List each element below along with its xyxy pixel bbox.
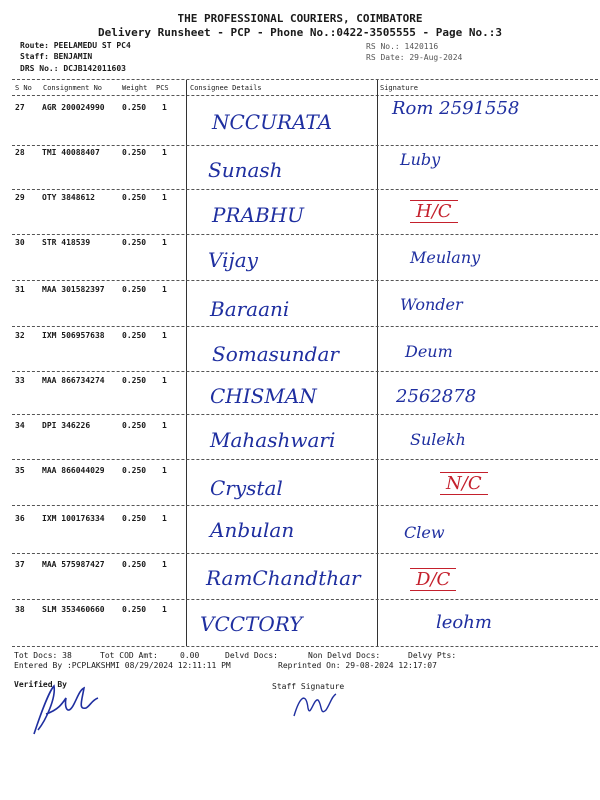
row-pcs: 1 xyxy=(162,331,167,340)
route-label: Route: PEELAMEDU ST PC4 xyxy=(20,41,131,50)
row-divider xyxy=(12,553,598,554)
row-consignment: MAA 866044029 xyxy=(42,466,105,475)
staff-signature-label: Staff Signature xyxy=(272,682,345,691)
row-sno: 34 xyxy=(15,421,25,430)
col-signature: Signature xyxy=(380,84,418,92)
row-consignment: AGR 200024990 xyxy=(42,103,105,112)
drs-number: DRS No.: DCJB142011603 xyxy=(20,64,126,73)
row-consignment: MAA 301582397 xyxy=(42,285,105,294)
verifier-signature xyxy=(28,680,108,740)
signature-handwriting: Clew xyxy=(404,523,445,542)
row-weight: 0.250 xyxy=(122,376,147,385)
reprinted-on: Reprinted On: 29-08-2024 12:17:07 xyxy=(278,661,437,670)
row-sno: 37 xyxy=(15,560,25,569)
row-consignment: SLM 353460660 xyxy=(42,605,105,614)
row-consignment: TMI 40088407 xyxy=(42,148,100,157)
signature-handwriting: 2562878 xyxy=(396,386,477,407)
row-pcs: 1 xyxy=(162,421,167,430)
total-cod-amount: 0.00 xyxy=(180,651,200,660)
row-sno: 32 xyxy=(15,331,25,340)
column-divider xyxy=(186,80,187,646)
consignee-handwriting: PRABHU xyxy=(212,203,304,227)
verified-by-label: Verified By xyxy=(14,680,67,689)
table-bottom-rule xyxy=(12,646,598,647)
row-pcs: 1 xyxy=(162,238,167,247)
delivery-status-stamp: H/C xyxy=(410,200,458,223)
row-consignment: IXM 100176334 xyxy=(42,514,105,523)
row-consignment: MAA 575987427 xyxy=(42,560,105,569)
non-delivered-docs: Non Delvd Docs: xyxy=(308,651,381,660)
col-consignee: Consignee Details xyxy=(190,84,262,92)
row-consignment: MAA 866734274 xyxy=(42,376,105,385)
row-weight: 0.250 xyxy=(122,605,147,614)
total-cod-label: Tot COD Amt: xyxy=(100,651,158,660)
consignee-handwriting: VCCTORY xyxy=(200,612,303,636)
col-sno: S No xyxy=(15,84,32,92)
consignee-handwriting: Vijay xyxy=(208,248,258,272)
row-divider xyxy=(12,280,598,281)
consignee-handwriting: RamChandthar xyxy=(206,566,361,590)
row-pcs: 1 xyxy=(162,376,167,385)
row-pcs: 1 xyxy=(162,148,167,157)
total-docs: Tot Docs: 38 xyxy=(14,651,72,660)
row-pcs: 1 xyxy=(162,605,167,614)
row-pcs: 1 xyxy=(162,285,167,294)
row-weight: 0.250 xyxy=(122,103,147,112)
signature-handwriting: Rom 2591558 xyxy=(392,98,520,119)
delivery-points: Delvy Pts: xyxy=(408,651,457,660)
row-divider xyxy=(12,414,598,415)
row-divider xyxy=(12,459,598,460)
row-sno: 35 xyxy=(15,466,25,475)
row-weight: 0.250 xyxy=(122,421,147,430)
delivered-docs: Delvd Docs: xyxy=(225,651,278,660)
row-divider xyxy=(12,189,598,190)
signature-handwriting: Sulekh xyxy=(410,430,466,449)
row-pcs: 1 xyxy=(162,466,167,475)
row-sno: 29 xyxy=(15,193,25,202)
column-divider xyxy=(377,80,378,646)
runsheet-subtitle: Delivery Runsheet - PCP - Phone No.:0422-3505555 - Page No.:3 xyxy=(98,26,502,39)
row-divider xyxy=(12,145,598,146)
delivery-status-stamp: D/C xyxy=(410,568,456,591)
staff-label: Staff: BENJAMIN xyxy=(20,52,93,61)
row-divider xyxy=(12,599,598,600)
row-sno: 28 xyxy=(15,148,25,157)
delivery-status-stamp: N/C xyxy=(440,472,488,495)
row-weight: 0.250 xyxy=(122,560,147,569)
row-pcs: 1 xyxy=(162,103,167,112)
staff-signature xyxy=(290,686,340,726)
row-weight: 0.250 xyxy=(122,285,147,294)
row-weight: 0.250 xyxy=(122,514,147,523)
col-pcs: PCS xyxy=(156,84,169,92)
consignee-handwriting: NCCURATA xyxy=(212,110,333,134)
row-sno: 36 xyxy=(15,514,25,523)
row-weight: 0.250 xyxy=(122,466,147,475)
signature-handwriting: Luby xyxy=(400,150,441,169)
signature-handwriting: Deum xyxy=(405,342,453,361)
entered-by: Entered By :PCPLAKSHMI 08/29/2024 12:11:11 PM xyxy=(14,661,231,670)
row-sno: 33 xyxy=(15,376,25,385)
consignee-handwriting: CHISMAN xyxy=(210,384,317,408)
row-sno: 38 xyxy=(15,605,25,614)
row-consignment: OTY 3848612 xyxy=(42,193,95,202)
rs-number: RS No.: 1420116 xyxy=(366,42,439,51)
row-weight: 0.250 xyxy=(122,148,147,157)
row-consignment: DPI 346226 xyxy=(42,421,91,430)
rs-date: RS Date: 29-Aug-2024 xyxy=(366,53,463,62)
row-sno: 27 xyxy=(15,103,25,112)
row-consignment: STR 418539 xyxy=(42,238,91,247)
col-consignment: Consignment No xyxy=(43,84,103,92)
consignee-handwriting: Sunash xyxy=(208,158,283,182)
row-weight: 0.250 xyxy=(122,238,147,247)
row-divider xyxy=(12,234,598,235)
row-divider xyxy=(12,371,598,372)
row-pcs: 1 xyxy=(162,193,167,202)
table-header-rule xyxy=(12,95,598,96)
col-weight: Weight xyxy=(122,84,148,92)
row-divider xyxy=(12,326,598,327)
row-weight: 0.250 xyxy=(122,193,147,202)
table-top-rule xyxy=(12,79,598,80)
row-divider xyxy=(12,505,598,506)
row-consignment: IXM 506957638 xyxy=(42,331,105,340)
consignee-handwriting: Anbulan xyxy=(210,518,295,542)
signature-handwriting: Wonder xyxy=(400,295,463,314)
row-sno: 30 xyxy=(15,238,25,247)
consignee-handwriting: Crystal xyxy=(210,476,283,500)
row-weight: 0.250 xyxy=(122,331,147,340)
company-title: THE PROFESSIONAL COURIERS, COIMBATORE xyxy=(177,12,423,25)
signature-handwriting: Meulany xyxy=(410,248,481,267)
signature-handwriting: leohm xyxy=(436,612,492,633)
row-pcs: 1 xyxy=(162,560,167,569)
consignee-handwriting: Mahashwari xyxy=(210,428,336,452)
row-sno: 31 xyxy=(15,285,25,294)
consignee-handwriting: Somasundar xyxy=(212,342,339,366)
consignee-handwriting: Baraani xyxy=(210,297,290,321)
row-pcs: 1 xyxy=(162,514,167,523)
